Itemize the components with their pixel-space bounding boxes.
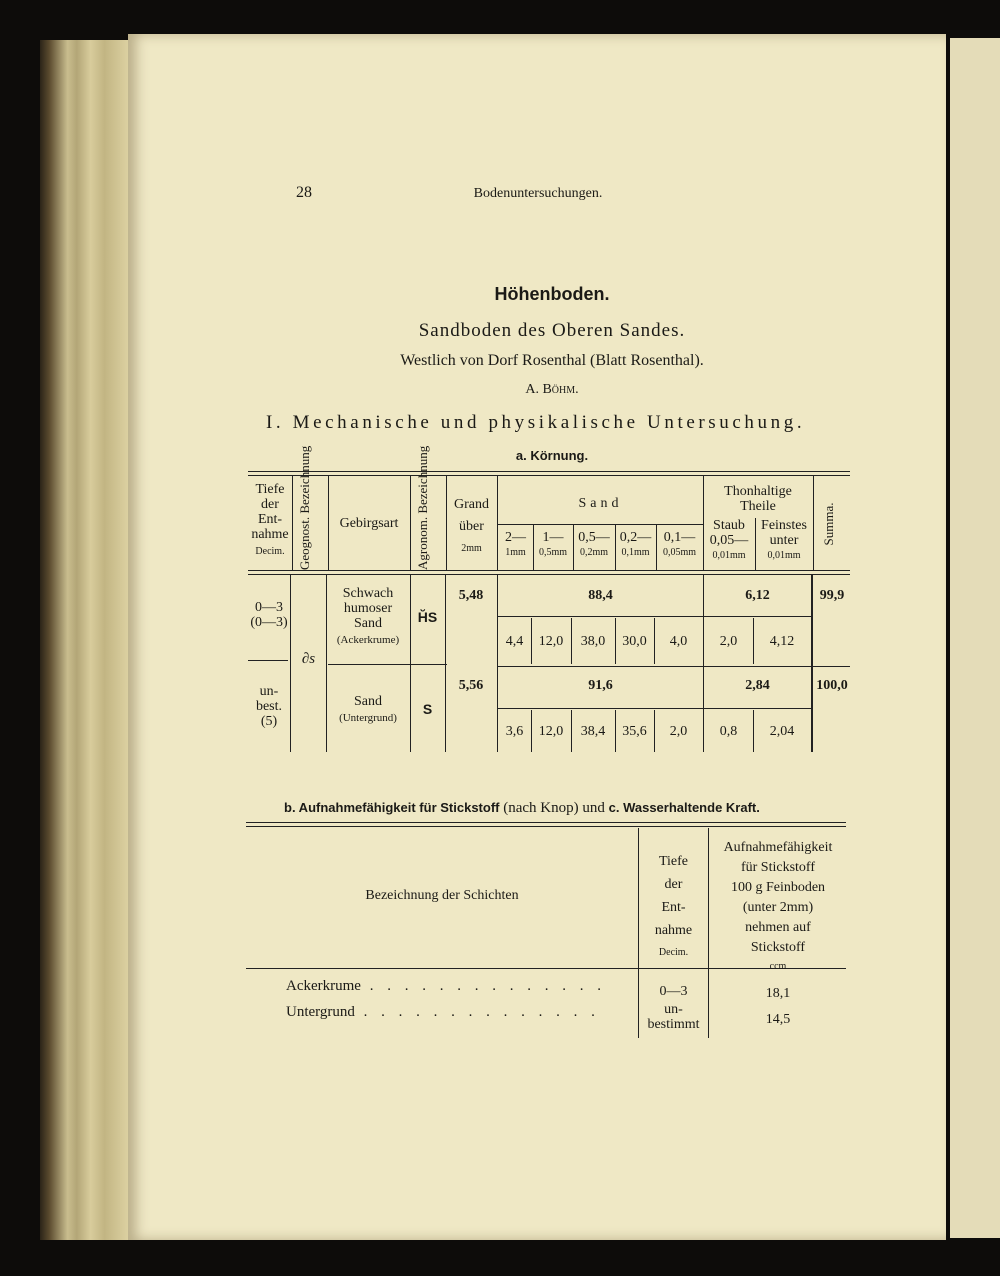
facing-page-edge (950, 38, 1000, 1238)
page-title: Höhenboden. (494, 284, 610, 304)
col-header-sand-02-01: 0,2— 0,1mm (619, 530, 652, 558)
row-tiefe-ackerkrume: 0—3 (659, 984, 688, 999)
section-heading-I: I. Mechanische und physikalische Untersuchung. (266, 412, 806, 433)
row2-gebirgsart: Sand (Untergrund) (339, 694, 397, 724)
geognost-value: ∂s (301, 651, 316, 667)
row1-gebirgsart: Schwach humoser Sand (Ackerkrume) (336, 586, 400, 646)
row2-sand-1: 3,6 (505, 724, 524, 739)
col-header-sand-01-005: 0,1— 0,05mm (662, 530, 697, 558)
subtitle: Sandboden des Oberen Sandes. (418, 320, 686, 341)
col-header-geognost: Geognost. Bezeichnung (297, 445, 312, 570)
row-value-untergrund: 14,5 (765, 1012, 791, 1027)
author-line: A. Böhm. (525, 382, 579, 397)
section-heading-b-c: b. Aufnahmefähigkeit für Stickstoff (nach Knop) und c. Wasserhaltende Kraft. (284, 800, 760, 816)
col-header-sand-2-1: 2— 1mm (505, 530, 526, 558)
row1-sand-total: 88,4 (588, 588, 613, 603)
col-header-tiefe-2: Tiefe der Ent- nahme Decim. (654, 854, 693, 958)
col-header-summa: Summa. (821, 502, 836, 546)
running-title: Bodenuntersuchungen. (473, 186, 603, 201)
row2-staub: 0,8 (719, 724, 738, 739)
row-tiefe-untergrund: un- bestimmt (647, 1002, 700, 1032)
row1-agronom: H̆S (417, 609, 438, 625)
row2-sand-2: 12,0 (538, 724, 564, 739)
row2-thon-total: 2,84 (745, 678, 770, 693)
col-header-aufnahme: Aufnahmefähigkeit für Stickstoff 100 g Feinboden (unter 2mm) nehmen auf Stickstoff ccm (723, 840, 833, 972)
col-header-grand: Grand über 2mm (454, 497, 489, 554)
row2-feinstes: 2,04 (769, 724, 795, 739)
row2-agronom: S (422, 701, 433, 717)
row1-feinstes: 4,12 (769, 634, 795, 649)
col-header-sand: Sand (578, 496, 623, 511)
book-spine-edge (40, 40, 132, 1240)
row-label-untergrund: Untergrund . . . . . . . . . . . . . . (286, 1004, 600, 1020)
row2-sand-4: 35,6 (622, 724, 647, 739)
row1-tiefe: 0—3 (0—3) (250, 600, 288, 630)
col-header-staub: Staub 0,05— 0,01mm (709, 518, 749, 561)
row2-tiefe: un- best. (5) (255, 684, 283, 729)
col-header-thon: Thonhaltige Theile (724, 484, 792, 514)
row2-sand-5: 2,0 (669, 724, 688, 739)
row1-grand: 5,48 (458, 588, 484, 603)
col-header-sand-05-02: 0,5— 0,2mm (578, 530, 610, 558)
row-value-ackerkrume: 18,1 (765, 986, 791, 1001)
row1-sand-2: 12,0 (538, 634, 564, 649)
row2-grand: 5,56 (458, 678, 484, 693)
col-header-agronom: Agronom. Bezeichnung (415, 445, 430, 570)
row1-sand-5: 4,0 (669, 634, 688, 649)
row2-sand-3: 38,4 (580, 724, 606, 739)
row1-sand-4: 30,0 (622, 634, 647, 649)
col-header-tiefe: Tiefe der Ent- nahme Decim. (251, 482, 289, 557)
row2-sand-total: 91,6 (588, 678, 613, 693)
book-page (128, 34, 946, 1240)
location-line: Westlich von Dorf Rosenthal (Blatt Rosenthal). (400, 352, 704, 369)
row-label-ackerkrume: Ackerkrume . . . . . . . . . . . . . . (286, 978, 606, 994)
row1-thon-total: 6,12 (745, 588, 770, 603)
row1-summa: 99,9 (819, 588, 845, 603)
row1-staub: 2,0 (719, 634, 738, 649)
row1-sand-1: 4,4 (505, 634, 524, 649)
col-header-sand-1-05: 1— 0,5mm (538, 530, 568, 558)
col-header-feinstes: Feinstes unter 0,01mm (761, 518, 807, 561)
page-number: 28 (296, 184, 312, 201)
row2-summa: 100,0 (816, 678, 848, 693)
section-heading-a: a. Körnung. (515, 448, 589, 463)
row1-sand-3: 38,0 (580, 634, 606, 649)
col-header-gebirgsart: Gebirgsart (339, 516, 399, 531)
col-header-bezeichnung: Bezeichnung der Schichten (365, 888, 519, 903)
